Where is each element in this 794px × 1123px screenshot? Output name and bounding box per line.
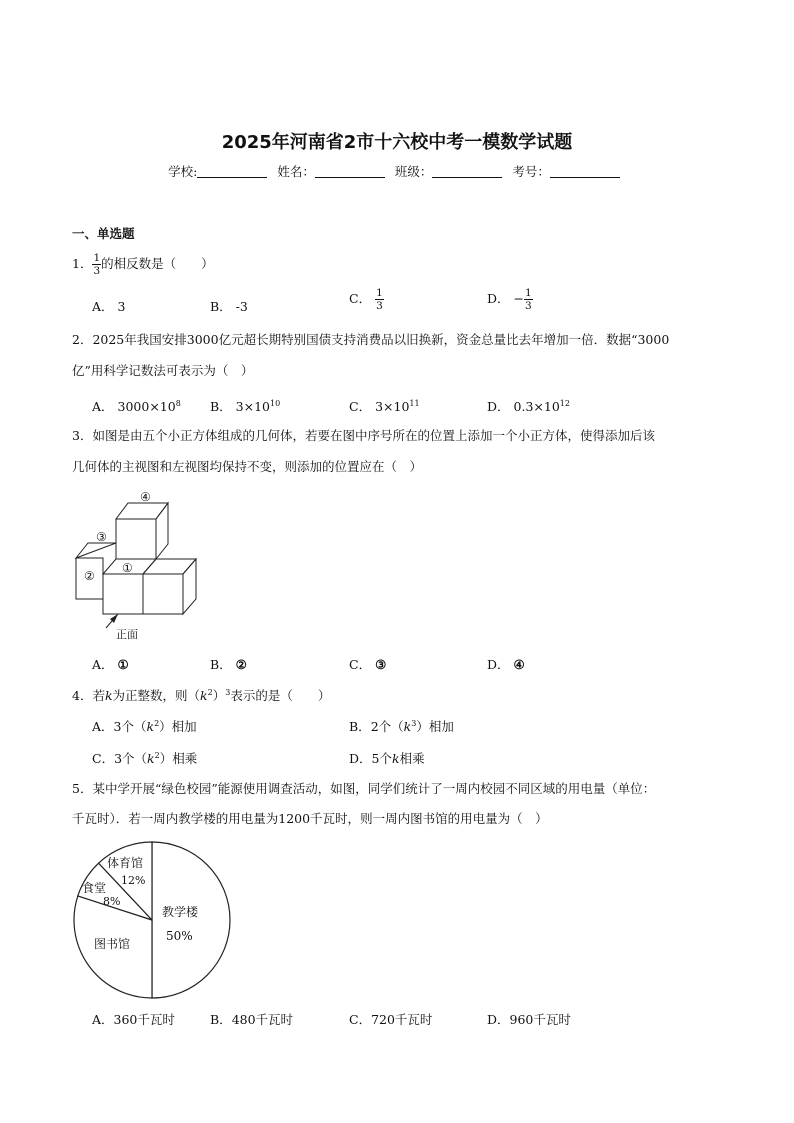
option-text: 2个（ [370,719,404,734]
option-value: 360千瓦时 [113,1012,175,1027]
question-1-number: 1． [72,256,93,271]
top-cube-front [116,519,156,559]
q3-option-a[interactable] [92,655,129,673]
q2-option-d[interactable] [487,397,570,415]
option-exponent: 12 [559,398,570,408]
question-2-line-1: 2．2025年我国安排3000亿元超长期特别国债支持消费品以旧换新，资金总量比去年增加一倍．数据“3000 [72,332,670,347]
option-label: A． [92,657,114,672]
slice-label-library: 图书馆 [94,937,131,951]
variable-k: k [146,719,155,734]
option-value: 0.3×10 [513,399,560,414]
option-value: ② [235,657,247,672]
q5-option-d[interactable] [487,1010,571,1028]
slice-label-canteen: 食堂 [82,881,107,895]
question-3-line-1: 3．如图是由五个小正方体组成的几何体，若要在图中序号所在的位置上添加一个小正方体，使得添加后该 [72,428,655,443]
exponent: 3 [411,718,417,728]
question-4-text: 表示的是（ ） [230,688,331,704]
q3-option-d[interactable] [487,655,525,673]
q1-option-a[interactable] [92,297,125,315]
student-info-line [0,162,794,180]
option-text: ）相乘 [159,751,198,766]
pie-slices [74,842,230,998]
class-label: 班级： [394,164,433,179]
slice-percent-gym: 12% [121,874,146,887]
variable-k: k [200,688,208,704]
option-label: A． [92,299,114,314]
option-exponent: 8 [175,398,181,408]
option-value: ① [117,657,129,672]
exam-number-label: 考号： [512,164,550,179]
q5-option-c[interactable] [349,1010,432,1028]
option-label: D． [487,1012,510,1027]
q1-option-c[interactable] [349,287,384,312]
exponent: 2 [154,718,160,728]
question-5-line-2: 千瓦时）．若一周内教学楼的用电量为1200千瓦时，则一周内图书馆的用电量为（ ） [72,811,548,826]
marker-3: ③ [96,530,107,544]
exponent: 2 [154,750,160,760]
q4-option-a[interactable] [92,717,197,735]
variable-k: k [104,688,113,704]
slice-percent-teaching-building: 50% [166,929,193,943]
q1-option-d[interactable] [487,287,533,312]
class-blank[interactable] [432,165,502,178]
variable-k: k [147,751,155,766]
exponent: 3 [225,688,231,697]
option-text: ）相加 [159,719,197,734]
option-label: B． [210,399,232,414]
option-label: D． [487,657,510,672]
question-1-text: 的相反数是（ ） [101,256,214,271]
variable-k: k [391,751,400,766]
option-label: B． [349,719,371,734]
option-value: 960千瓦时 [509,1012,571,1027]
q1-option-b[interactable] [210,297,248,315]
pie-chart [70,838,235,1003]
question-4 [72,680,330,709]
bottom-cube-2-front [143,574,183,614]
q4-option-c[interactable] [92,749,197,767]
q3-option-b[interactable] [210,655,247,673]
option-value: ③ [375,657,387,672]
q2-option-b[interactable] [210,397,280,415]
section-heading: 一、单选题 [72,226,135,241]
option-value: 3×10 [375,399,410,414]
bottom-cube-2-side [183,559,196,614]
name-label: 姓名： [277,164,315,179]
option-label: C． [349,1012,372,1027]
option-value: -3 [235,299,248,314]
slice-label-gym: 体育馆 [107,856,144,870]
option-value: 3000×10 [117,399,176,414]
option-label: A． [92,399,114,414]
marker-1: ① [122,561,133,575]
option-text: 3个（ [113,719,147,734]
school-blank[interactable] [197,165,267,178]
option-fraction: $\frac{1}{3}$ [376,287,383,312]
option-label: C． [92,751,115,766]
option-label: D． [349,751,372,766]
option-sign: − [513,291,524,306]
page-title: 2025年河南省2市十六校中考一模数学试题 [221,132,573,153]
question-4-text: ） [212,688,226,704]
question-1 [72,251,214,277]
option-label: C． [349,399,372,414]
top-cube-top [116,503,168,519]
option-value: 3×10 [235,399,271,414]
question-5-line-1: 5．某中学开展“绿色校园”能源使用调查活动，如图，同学们统计了一周内校园不同区域的用电量（单位： [72,781,656,796]
exam-number-blank[interactable] [550,165,620,178]
option-value: 3 [117,299,126,314]
option-label: C． [349,291,372,306]
q2-option-a[interactable] [92,397,181,415]
option-value: 720千瓦时 [371,1012,433,1027]
q5-option-a[interactable] [92,1010,175,1028]
variable-k: k [403,719,412,734]
slice-percent-canteen: 8% [103,895,121,908]
option-label: B． [210,299,232,314]
school-label: 学校: [168,164,198,179]
option-value: 480千瓦时 [231,1012,294,1027]
bottom-cube-1-front [103,574,143,614]
option-text: 相乘 [399,751,425,766]
option-label: A． [92,1012,114,1027]
q2-option-c[interactable] [349,397,420,415]
slice-label-teaching-building: 教学楼 [162,905,199,919]
q4-option-b[interactable] [349,717,454,735]
top-cube-side [156,503,168,559]
option-exponent: 11 [409,398,420,408]
option-exponent: 10 [270,398,281,408]
question-4-text: 为正整数，则（ [112,688,201,704]
option-label: D． [487,399,510,414]
name-blank[interactable] [315,165,385,178]
option-label: B． [210,657,232,672]
cube-figure [66,486,206,646]
q3-option-c[interactable] [349,655,386,673]
option-label: C． [349,657,372,672]
option-text: 3个（ [114,751,148,766]
question-4-number: 4．若 [72,688,105,704]
q4-option-d[interactable] [349,749,425,767]
q5-option-b[interactable] [210,1010,293,1028]
bottom-cube-2-top [143,559,196,574]
option-text: 5个 [371,751,392,766]
option-label: B． [210,1012,232,1027]
option-fraction: $\frac{1}{3}$ [525,287,532,312]
front-label: 正面 [116,628,138,641]
slice-teaching-building [152,842,230,998]
option-label: D． [487,291,510,306]
question-1-fraction: $\frac{1}{3}$ [93,252,101,277]
marker-4: ④ [140,490,151,504]
option-text: ）相加 [416,719,454,734]
option-value: ④ [513,657,525,672]
exponent: 2 [207,688,213,697]
marker-2: ② [84,569,95,583]
left-cube-top [76,543,116,558]
question-3-line-2: 几何体的主视图和左视图均保持不变，则添加的位置应在（ ） [72,459,423,474]
question-2-line-2: 亿”用科学记数法可表示为（ ） [72,363,254,378]
option-label: A． [92,719,114,734]
